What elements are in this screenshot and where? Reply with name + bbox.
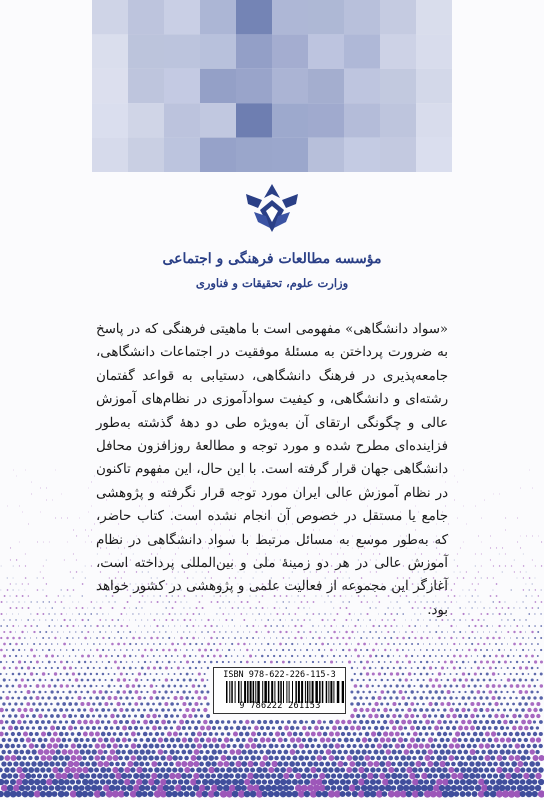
isbn-label: ISBN 978-622-226-115-3: [223, 670, 336, 680]
mosaic-tile: [200, 0, 236, 34]
book-description: «سواد دانشگاهی» مفهومی است با ماهیتی فرهنگی که در پاسخ به ضرورت پرداختن به مسئلهٔ موفقیت در اجتماعات دانشگاهی، جامعه‌پذیری در فرهنگ دانشگاهی، دستیابی به قواعد گفتمان رشته‌ای و دانشگاهی، و کیفیت سوادآموزی در نظام‌های آموزش عالی و چگونگی ارتقای آن به‌ویژه طی دو دههٔ گذشته به‌طور فزاینده‌ای مطرح شده و مورد توجه و مطالعهٔ روزافزون محافل دانشگاهی جهان قرار گرفته است. با این حال، این مفهوم تاکنون در نظام آموزش عالی ایران مورد توجه قرار نگرفته و پژوهشی جامع یا مستقل در خصوص آن انجام نشده است. کتاب حاضر، که به‌طور موسع به مسائل مرتبط با سواد دانشگاهی در نظام آموزش عالی در هر دو زمینهٔ ملی و بین‌المللی پرداخته است، آغازگر این مجموعه از فعالیت علمی و پژوهشی در کشور خواهد بود.: [96, 322, 448, 618]
mosaic-tile: [164, 34, 200, 68]
mosaic-tile: [416, 103, 452, 137]
mosaic-tile: [92, 138, 128, 172]
mosaic-tile: [128, 103, 164, 137]
pixel-mosaic-pattern: [92, 0, 452, 172]
mosaic-tile: [200, 103, 236, 137]
mosaic-tile: [164, 69, 200, 103]
mosaic-tile: [236, 0, 272, 34]
mosaic-tile: [236, 138, 272, 172]
mosaic-tile: [272, 138, 308, 172]
mosaic-tile: [308, 0, 344, 34]
mosaic-tile: [200, 69, 236, 103]
mosaic-tile: [92, 103, 128, 137]
mosaic-tile: [380, 0, 416, 34]
mosaic-tile: [128, 138, 164, 172]
mosaic-tile: [128, 34, 164, 68]
barcode-icon: [226, 681, 344, 703]
barcode-digits: 9 786222 261153: [239, 701, 321, 711]
mosaic-tile: [236, 69, 272, 103]
mosaic-tile: [416, 138, 452, 172]
mosaic-tile: [236, 103, 272, 137]
mosaic-tile: [92, 34, 128, 68]
mosaic-tile: [308, 34, 344, 68]
mosaic-tile: [164, 138, 200, 172]
mosaic-tile: [272, 0, 308, 34]
institute-name: مؤسسه مطالعات فرهنگی و اجتماعی: [162, 251, 382, 267]
mosaic-tile: [380, 34, 416, 68]
mosaic-tile: [200, 138, 236, 172]
isbn-barcode-box: [213, 667, 346, 714]
mosaic-tile: [308, 138, 344, 172]
mosaic-tile: [344, 34, 380, 68]
mosaic-tile: [380, 103, 416, 137]
mosaic-tile: [236, 34, 272, 68]
institute-emblem-icon: [240, 180, 304, 236]
mosaic-tile: [416, 69, 452, 103]
mosaic-tile: [344, 0, 380, 34]
mosaic-tile: [128, 0, 164, 34]
mosaic-tile: [128, 69, 164, 103]
mosaic-tile: [416, 34, 452, 68]
mosaic-tile: [164, 103, 200, 137]
mosaic-tile: [308, 69, 344, 103]
mosaic-tile: [308, 103, 344, 137]
mosaic-tile: [272, 34, 308, 68]
mosaic-tile: [380, 69, 416, 103]
mosaic-tile: [92, 69, 128, 103]
mosaic-tile: [380, 138, 416, 172]
mosaic-tile: [344, 69, 380, 103]
mosaic-tile: [344, 103, 380, 137]
mosaic-tile: [164, 0, 200, 34]
mosaic-tile: [272, 69, 308, 103]
mosaic-tile: [92, 0, 128, 34]
mosaic-tile: [416, 0, 452, 34]
ministry-name: وزارت علوم، تحقیقات و فناوری: [195, 276, 349, 290]
mosaic-tile: [200, 34, 236, 68]
mosaic-tile: [344, 138, 380, 172]
mosaic-tile: [272, 103, 308, 137]
